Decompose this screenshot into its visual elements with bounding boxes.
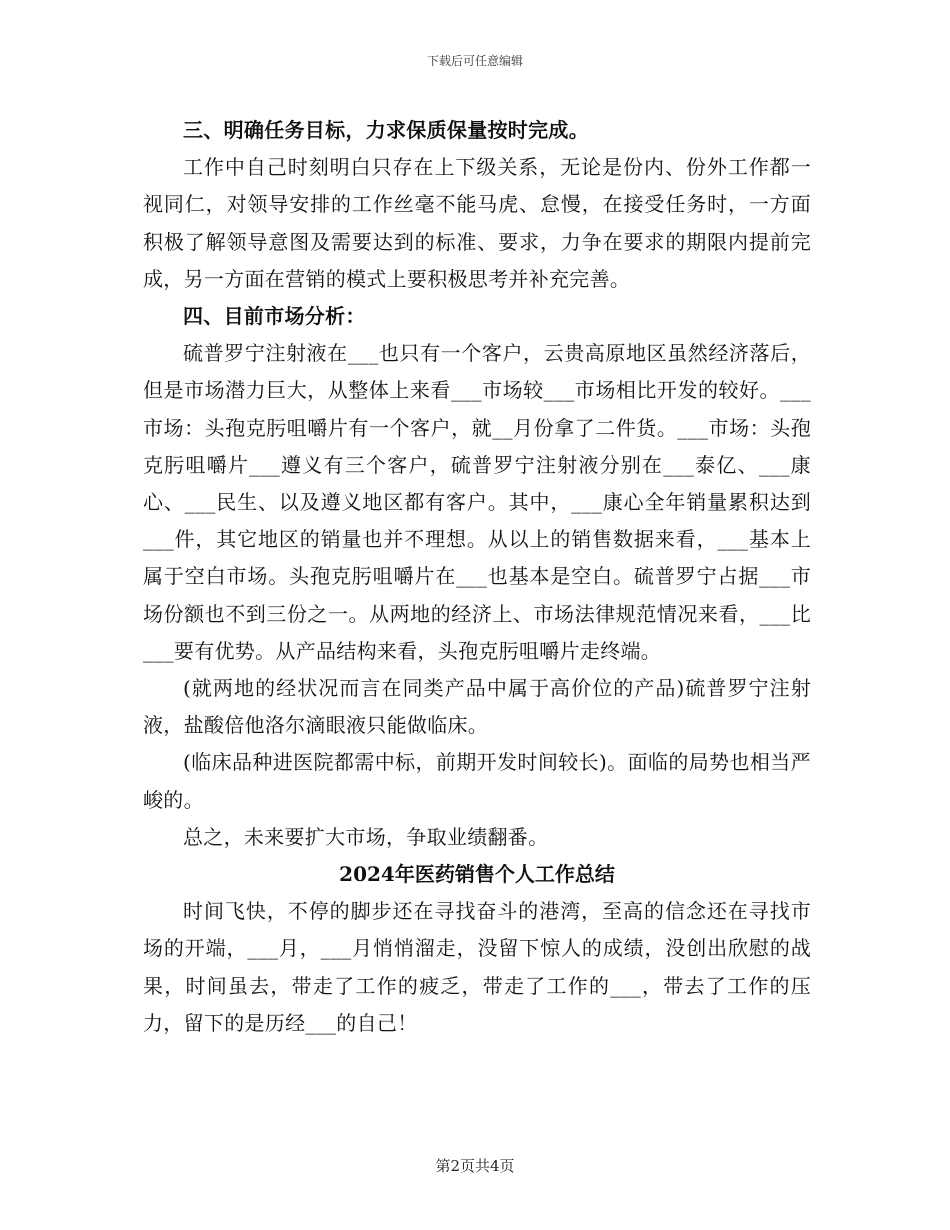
paragraph-market-analysis: 硫普罗宁注射液在___也只有一个客户，云贵高原地区虽然经济落后，但是市场潜力巨大，从整体上来看___市场较___市场相比开发的较好。___市场：头孢克肟咀嚼片有一个客户，就__月份拿了二件货。___市场：头孢克肟咀嚼片___遵义有三个客户，硫普罗宁注射液分别在___泰亿、___康心、___民生、以及遵义地区都有客户。其中，___康心全年销量累积达到___件，其它地区的销量也并不理想。从以上的销售数据来看，___基本上属于空白市场。头孢克肟咀嚼片在___也基本是空白。硫普罗宁占据___市场份额也不到三份之一。从两地的经济上、市场法律规范情况来看，___比___要有优势。从产品结构来看，头孢克肟咀嚼片走终端。	[143, 341, 811, 663]
paragraph-task-goals: 工作中自己时刻明白只存在上下级关系，无论是份内、份外工作都一视同仁，对领导安排的工作丝毫不能马虎、怠慢，在接受任务时，一方面积极了解领导意图及需要达到的标准、要求，力争在要求的期限内提前完成，另一方面在营销的模式上要积极思考并补充完善。	[143, 155, 811, 291]
paragraph-summary-intro: 时间飞快，不停的脚步还在寻找奋斗的港湾，至高的信念还在寻找市场的开端，___月，___月悄悄溜走，没留下惊人的成绩，没创出欣慰的战果，时间虽去，带走了工作的疲乏，带走了工作的___，带去了工作的压力，留下的是历经___的自己！	[143, 899, 811, 1035]
page-header: 下载后可任意编辑	[426, 54, 523, 68]
document-body	[143, 112, 811, 1042]
section-heading-4: 四、目前市场分析：	[183, 304, 366, 329]
paragraph-clinical-note: (临床品种进医院都需中标，前期开发时间较长)。面临的局势也相当严峻的。	[143, 750, 811, 812]
section-heading-3: 三、明确任务目标，力求保质保量按时完成。	[183, 118, 589, 142]
paragraph-conclusion: 总之，未来要扩大市场，争取业绩翻番。	[183, 824, 549, 849]
paragraph-price-note: (就两地的经状况而言在同类产品中属于高价位的产品)硫普罗宁注射液，盐酸倍他洛尔滴眼液只能做临床。	[143, 676, 811, 738]
document-title: 2024年医药销售个人工作总结	[339, 862, 615, 887]
page-footer: 第2页共4页	[435, 1157, 515, 1175]
